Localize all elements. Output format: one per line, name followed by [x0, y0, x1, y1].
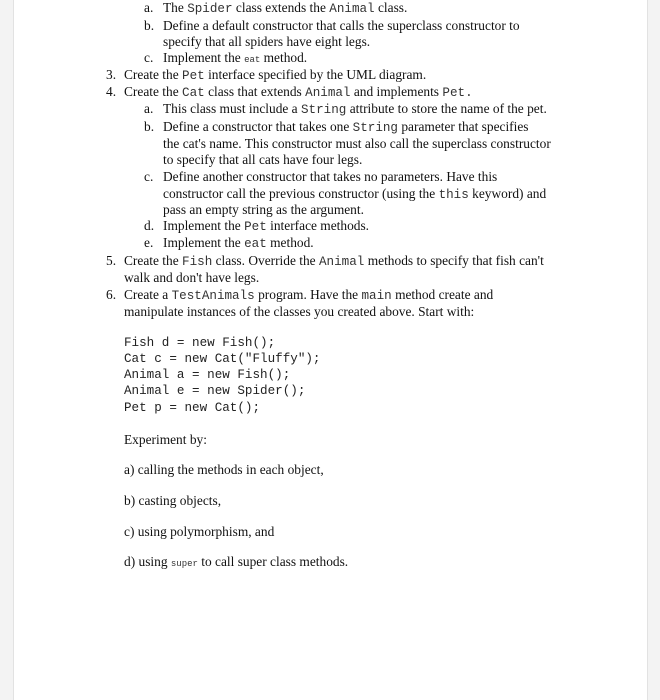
item-cat-constructor-cont: to specify that all cats have four legs.: [163, 152, 363, 167]
list-marker: d.: [144, 218, 155, 233]
item-cat-no-arg-constructor-cont: constructor call the previous constructor (using the this keyword) and: [163, 186, 547, 202]
experiment-heading: Experiment by:: [124, 432, 207, 447]
item-pet-interface: Create the Pet interface specified by the UML diagram.: [124, 67, 427, 83]
list-marker: a.: [144, 101, 154, 116]
code-line: Animal e = new Spider();: [124, 384, 306, 398]
list-marker: b.: [144, 18, 155, 33]
item-test-animals: Create a TestAnimals program. Have the main method create and: [124, 287, 494, 303]
experiment-item: c) using polymorphism, and: [124, 524, 275, 539]
list-marker: 4.: [106, 84, 117, 99]
list-marker: a.: [144, 0, 154, 15]
list-marker: 6.: [106, 287, 117, 302]
item-cat-constructor-cont: the cat's name. This constructor must also call the superclass constructor: [163, 136, 551, 151]
list-marker: 5.: [106, 253, 117, 268]
item-cat-class: Create the Cat class that extends Animal and implements Pet.: [124, 84, 473, 100]
item-fish-class-cont: walk and don't have legs.: [124, 270, 260, 285]
item-implement-eat: Implement the eat method.: [163, 50, 308, 65]
code-line: Pet p = new Cat();: [124, 401, 261, 415]
code-line: Animal a = new Fish();: [124, 368, 291, 382]
list-marker: 3.: [106, 67, 117, 82]
item-fish-class: Create the Fish class. Override the Animal methods to specify that fish can't: [124, 253, 544, 269]
item-default-constructor-cont: specify that all spiders have eight legs.: [163, 34, 371, 49]
code-line: Fish d = new Fish();: [124, 336, 276, 350]
item-cat-no-arg-constructor: Define another constructor that takes no parameters. Have this: [163, 169, 498, 184]
experiment-item: a) calling the methods in each object,: [124, 462, 324, 477]
list-marker: c.: [144, 50, 154, 65]
item-spider-extends: The Spider class extends the Animal class.: [163, 0, 408, 16]
item-pet-methods: Implement the Pet interface methods.: [163, 218, 370, 234]
item-cat-string-attribute: This class must include a String attribute to store the name of the pet.: [163, 101, 547, 117]
item-cat-eat: Implement the eat method.: [163, 235, 314, 251]
experiment-item: b) casting objects,: [124, 493, 222, 508]
item-cat-constructor: Define a constructor that takes one String parameter that specifies: [163, 119, 529, 135]
item-cat-no-arg-constructor-cont: pass an empty string as the argument.: [163, 202, 364, 217]
experiment-item: d) using super to call super class methods.: [124, 554, 349, 569]
list-marker: c.: [144, 169, 154, 184]
item-test-animals-cont: manipulate instances of the classes you created above. Start with:: [124, 304, 475, 319]
code-line: Cat c = new Cat("Fluffy");: [124, 352, 321, 366]
list-marker: b.: [144, 119, 155, 134]
item-default-constructor: Define a default constructor that calls the superclass constructor to: [163, 18, 520, 33]
list-marker: e.: [144, 235, 154, 250]
